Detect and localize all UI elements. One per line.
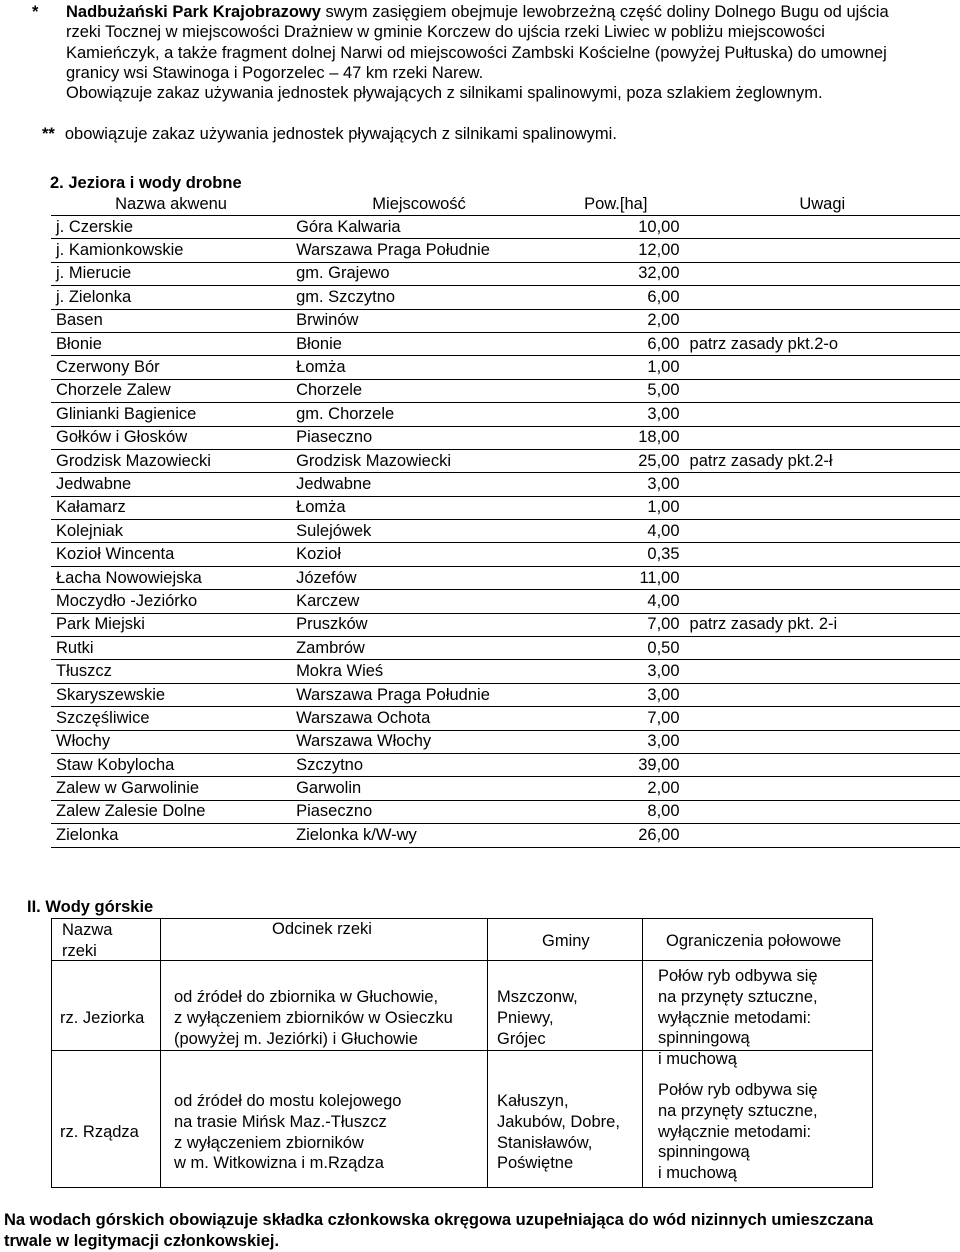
table-row <box>51 426 960 449</box>
water-name-cell: Czerwony Bór <box>51 356 291 379</box>
locality-cell: Kozioł <box>291 543 547 566</box>
footer-line-2: trwale w legitymacji członkowskiej. <box>4 1232 280 1250</box>
locality-cell: Jedwabne <box>291 473 547 496</box>
locality-cell: Piaseczno <box>291 800 547 823</box>
locality-cell: gm. Chorzele <box>291 403 547 426</box>
locality-cell: Zambrów <box>291 637 547 660</box>
header-remarks: Uwagi <box>685 194 960 216</box>
locality-cell: Szczytno <box>291 753 547 776</box>
remarks-cell <box>685 473 960 496</box>
water-name-cell: Staw Kobylocha <box>51 753 291 776</box>
locality-cell: Piaseczno <box>291 426 547 449</box>
water-name-cell: Moczydło -Jeziórko <box>51 590 291 613</box>
water-name-cell: Gołków i Głosków <box>51 426 291 449</box>
remarks-cell <box>685 262 960 285</box>
water-name-cell: Łacha Nowowiejska <box>51 566 291 589</box>
membership-fee-note <box>4 1210 873 1252</box>
note-asterisk: * <box>32 3 39 21</box>
remarks-cell: patrz zasady pkt.2-ł <box>685 449 960 472</box>
section-line: od źródeł do zbiornika w Głuchowie, <box>174 988 439 1006</box>
remarks-cell: patrz zasady pkt.2-o <box>685 332 960 355</box>
remarks-cell <box>685 543 960 566</box>
river-name: rz. Rządza <box>60 1123 139 1141</box>
area-cell: 5,00 <box>547 379 685 402</box>
table-row <box>51 239 960 262</box>
table-row <box>51 449 960 472</box>
limit-line: spinningową <box>658 1143 750 1162</box>
water-name-cell: Zielonka <box>51 824 291 847</box>
section-line: z wyłączeniem zbiorników w Osieczku <box>174 1008 453 1027</box>
locality-cell: Łomża <box>291 496 547 519</box>
header-water-name: Nazwa akwenu <box>51 194 291 216</box>
section-line: (powyżej m. Jeziórki) i Głuchowie <box>174 1029 418 1048</box>
table-row <box>51 286 960 309</box>
locality-cell: Warszawa Praga Południe <box>291 683 547 706</box>
engine-ban-text: obowiązuje zakaz używania jednostek pływających z silnikami spalinowymi. <box>64 125 617 143</box>
header-river-name-l1: Nazwa <box>62 921 113 939</box>
park-note-line-3: Kamieńczyk, a także fragment dolnej Narwi od miejscowości Zambski Kościelne (powyżej Pułtuska) do umownej <box>66 43 887 62</box>
header-river-name <box>62 920 112 962</box>
communes-text <box>497 1091 620 1174</box>
locality-cell: Warszawa Włochy <box>291 730 547 753</box>
table-row <box>51 356 960 379</box>
table-row <box>51 683 960 706</box>
area-cell: 1,00 <box>547 356 685 379</box>
locality-cell: Warszawa Ochota <box>291 707 547 730</box>
remarks-cell <box>685 426 960 449</box>
limit-line: wyłącznie metodami: <box>658 1008 812 1027</box>
water-name-cell: Błonie <box>51 332 291 355</box>
fishing-limits-text <box>658 1080 818 1184</box>
area-cell: 11,00 <box>547 566 685 589</box>
commune-line: Stanisławów, <box>497 1133 593 1152</box>
table-row <box>51 543 960 566</box>
table-row <box>51 332 960 355</box>
area-cell: 12,00 <box>547 239 685 262</box>
water-name-cell: Basen <box>51 309 291 332</box>
water-name-cell: Włochy <box>51 730 291 753</box>
area-cell: 0,35 <box>547 543 685 566</box>
remarks-cell <box>685 309 960 332</box>
mountain-waters-table <box>51 918 873 1188</box>
header-area: Pow.[ha] <box>547 194 685 216</box>
locality-cell: Zielonka k/W-wy <box>291 824 547 847</box>
table-row <box>51 753 960 776</box>
area-cell: 10,00 <box>547 216 685 239</box>
commune-line: Kałuszyn, <box>497 1092 569 1110</box>
water-name-cell: Chorzele Zalew <box>51 379 291 402</box>
limit-line: na przynęty sztuczne, <box>658 987 818 1006</box>
water-name-cell: j. Kamionkowskie <box>51 239 291 262</box>
remarks-cell <box>685 660 960 683</box>
section-line: od źródeł do mostu kolejowego <box>174 1092 402 1110</box>
remarks-cell <box>685 496 960 519</box>
river-name: rz. Jeziorka <box>60 1009 145 1027</box>
area-cell: 3,00 <box>547 730 685 753</box>
remarks-cell <box>685 216 960 239</box>
locality-cell: Brwinów <box>291 309 547 332</box>
remarks-cell <box>685 707 960 730</box>
area-cell: 4,00 <box>547 590 685 613</box>
note-double-asterisk: ** <box>42 125 55 143</box>
water-name-cell: j. Czerskie <box>51 216 291 239</box>
water-name-cell: Kałamarz <box>51 496 291 519</box>
park-note-line-4: granicy wsi Stawinoga i Pogorzelec – 47 km rzeki Narew. <box>66 63 484 82</box>
locality-cell: Błonie <box>291 332 547 355</box>
table-row <box>51 473 960 496</box>
limit-line: i muchową <box>658 1164 737 1183</box>
section-line: z wyłączeniem zbiorników <box>174 1133 364 1152</box>
fishing-limits-text <box>658 966 818 1070</box>
remarks-cell <box>685 777 960 800</box>
header-locality: Miejscowość <box>291 194 547 216</box>
water-name-cell: Glinianki Bagienice <box>51 403 291 426</box>
header-river-section: Odcinek rzeki <box>272 920 372 938</box>
header-fishing-limits: Ograniczenia połowowe <box>666 932 842 950</box>
header-river-name-l2: rzeki <box>62 941 97 960</box>
section-line: na trasie Mińsk Maz.-Tłuszcz <box>174 1112 387 1131</box>
limit-line: Połów ryb odbywa się <box>658 967 818 985</box>
area-cell: 7,00 <box>547 707 685 730</box>
remarks-cell <box>685 683 960 706</box>
area-cell: 26,00 <box>547 824 685 847</box>
water-name-cell: Rutki <box>51 637 291 660</box>
park-note-line-5: Obowiązuje zakaz używania jednostek pływających z silnikami spalinowymi, poza szlakiem żeglownym. <box>66 84 823 103</box>
table-row <box>51 777 960 800</box>
table-row <box>51 496 960 519</box>
locality-cell: Józefów <box>291 566 547 589</box>
remarks-cell <box>685 824 960 847</box>
area-cell: 7,00 <box>547 613 685 636</box>
locality-cell: gm. Szczytno <box>291 286 547 309</box>
table-divider <box>52 960 872 961</box>
water-name-cell: Grodzisk Mazowiecki <box>51 449 291 472</box>
limit-line: Połów ryb odbywa się <box>658 1081 818 1099</box>
limit-line: i muchową <box>658 1050 737 1069</box>
commune-line: Jakubów, Dobre, <box>497 1112 620 1131</box>
locality-cell: Warszawa Praga Południe <box>291 239 547 262</box>
table-row <box>51 403 960 426</box>
water-name-cell: Kolejniak <box>51 520 291 543</box>
table-row <box>51 660 960 683</box>
locality-cell: Sulejówek <box>291 520 547 543</box>
water-name-cell: Jedwabne <box>51 473 291 496</box>
area-cell: 6,00 <box>547 332 685 355</box>
remarks-cell <box>685 520 960 543</box>
area-cell: 3,00 <box>547 473 685 496</box>
table-row <box>51 800 960 823</box>
water-name-cell: j. Zielonka <box>51 286 291 309</box>
area-cell: 25,00 <box>547 449 685 472</box>
remarks-cell <box>685 379 960 402</box>
remarks-cell <box>685 356 960 379</box>
park-note <box>32 2 957 103</box>
area-cell: 39,00 <box>547 753 685 776</box>
table-row <box>51 637 960 660</box>
remarks-cell: patrz zasady pkt. 2-i <box>685 613 960 636</box>
limit-line: na przynęty sztuczne, <box>658 1101 818 1120</box>
table-row <box>51 730 960 753</box>
remarks-cell <box>685 566 960 589</box>
area-cell: 2,00 <box>547 309 685 332</box>
area-cell: 6,00 <box>547 286 685 309</box>
area-cell: 3,00 <box>547 403 685 426</box>
locality-cell: Pruszków <box>291 613 547 636</box>
park-note-line-2: rzeki Tocznej w miejscowości Drażniew w gminie Korczew do ujścia rzeki Liwiec w pobliżu miejscowości <box>66 23 825 42</box>
water-name-cell: Skaryszewskie <box>51 683 291 706</box>
commune-line: Poświętne <box>497 1154 574 1173</box>
limit-line: spinningową <box>658 1029 750 1048</box>
area-cell: 0,50 <box>547 637 685 660</box>
limit-line: wyłącznie metodami: <box>658 1122 812 1141</box>
locality-cell: Garwolin <box>291 777 547 800</box>
area-cell: 2,00 <box>547 777 685 800</box>
header-communes: Gminy <box>542 932 590 950</box>
table-row <box>51 824 960 847</box>
communes-text <box>497 987 578 1049</box>
table-row <box>51 379 960 402</box>
table-row <box>51 216 960 239</box>
river-section-text <box>174 1091 401 1174</box>
park-name: Nadbużański Park Krajobrazowy <box>66 3 321 21</box>
table-row <box>51 262 960 285</box>
section-lakes-title: 2. Jeziora i wody drobne <box>50 174 242 192</box>
remarks-cell <box>685 730 960 753</box>
water-name-cell: Park Miejski <box>51 613 291 636</box>
remarks-cell <box>685 590 960 613</box>
section-mountain-title: II. Wody górskie <box>27 898 154 916</box>
table-row <box>51 707 960 730</box>
footer-line-1: Na wodach górskich obowiązuje składka członkowska okręgowa uzupełniająca do wód nizinnych umieszczana <box>4 1211 874 1229</box>
table-row <box>51 520 960 543</box>
locality-cell: Karczew <box>291 590 547 613</box>
commune-line: Pniewy, <box>497 1008 554 1027</box>
water-name-cell: Kozioł Wincenta <box>51 543 291 566</box>
table-row <box>51 590 960 613</box>
area-cell: 3,00 <box>547 683 685 706</box>
water-name-cell: Szczęśliwice <box>51 707 291 730</box>
water-name-cell: j. Mierucie <box>51 262 291 285</box>
park-note-line-1 <box>32 2 957 22</box>
area-cell: 3,00 <box>547 660 685 683</box>
commune-line: Grójec <box>497 1029 546 1048</box>
remarks-cell <box>685 637 960 660</box>
water-name-cell: Zalew w Garwolinie <box>51 777 291 800</box>
remarks-cell <box>685 753 960 776</box>
locality-cell: Łomża <box>291 356 547 379</box>
table-row <box>51 309 960 332</box>
engine-ban-note <box>42 125 617 144</box>
remarks-cell <box>685 800 960 823</box>
locality-cell: Góra Kalwaria <box>291 216 547 239</box>
remarks-cell <box>685 239 960 262</box>
area-cell: 4,00 <box>547 520 685 543</box>
lakes-table-header <box>51 194 960 216</box>
table-row <box>51 613 960 636</box>
area-cell: 32,00 <box>547 262 685 285</box>
commune-line: Mszczonw, <box>497 988 578 1006</box>
remarks-cell <box>685 286 960 309</box>
area-cell: 8,00 <box>547 800 685 823</box>
area-cell: 18,00 <box>547 426 685 449</box>
locality-cell: gm. Grajewo <box>291 262 547 285</box>
lakes-table <box>51 194 960 848</box>
area-cell: 1,00 <box>547 496 685 519</box>
locality-cell: Grodzisk Mazowiecki <box>291 449 547 472</box>
river-section-text <box>174 987 453 1049</box>
remarks-cell <box>685 403 960 426</box>
locality-cell: Chorzele <box>291 379 547 402</box>
water-name-cell: Tłuszcz <box>51 660 291 683</box>
section-line: w m. Witkowizna i m.Rządza <box>174 1154 384 1173</box>
park-note-text-1: swym zasięgiem obejmuje lewobrzeżną część doliny Dolnego Bugu od ujścia <box>320 3 889 21</box>
locality-cell: Mokra Wieś <box>291 660 547 683</box>
water-name-cell: Zalew Zalesie Dolne <box>51 800 291 823</box>
table-row <box>51 566 960 589</box>
